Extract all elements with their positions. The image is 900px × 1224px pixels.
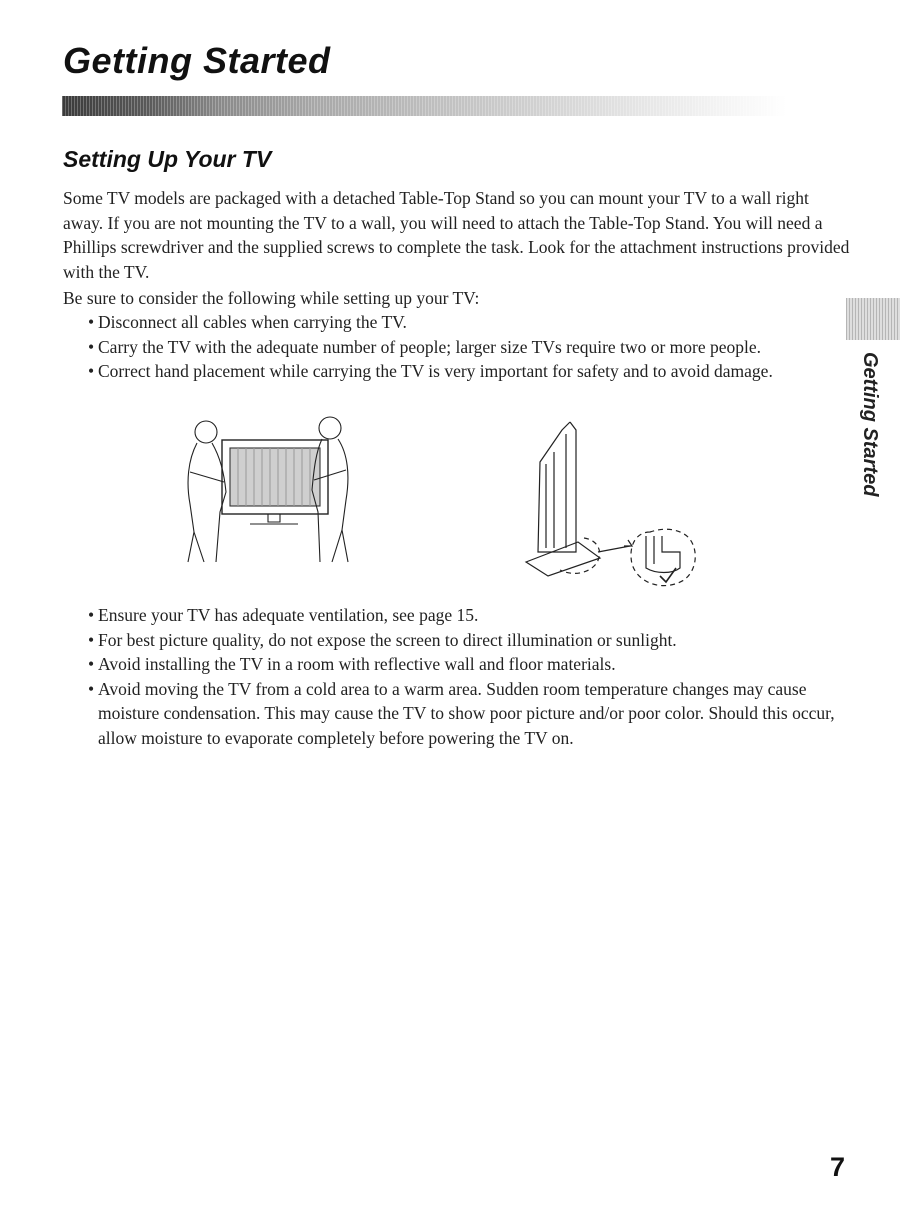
list-item: • Ensure your TV has adequate ventilation, see page 15.: [88, 603, 868, 628]
list-item: • Avoid installing the TV in a room with reflective wall and floor materials.: [88, 652, 868, 677]
intro-paragraph: Some TV models are packaged with a detached Table-Top Stand so you can mount your TV to a wall right away. If you are not mounting the TV to a wall, you will need to attach the Table-Top Stand. You will need a Phillips screwdriver and the supplied screws to complete the task. Look for the attachment instructions provided with the TV.: [63, 188, 850, 282]
setup-bullet-list-top: [88, 310, 858, 384]
list-item: • For best picture quality, do not expose the screen to direct illumination or sunlight.: [88, 628, 868, 653]
page-number: 7: [830, 1152, 846, 1182]
chapter-divider-bar: [62, 96, 787, 116]
check-mark-icon: [660, 568, 676, 582]
side-tab-label: Getting Started: [859, 352, 881, 497]
setup-bullet-list-bottom: [88, 603, 868, 750]
section-title: Setting Up Your TV: [63, 146, 272, 172]
side-tab-marker: [846, 298, 900, 340]
lead-sentence: Be sure to consider the following while setting up your TV:: [63, 288, 480, 308]
list-item: • Avoid moving the TV from a cold area to a warm area. Sudden room temperature changes may cause moisture condensation. This may cause the TV to show poor picture and/or poor color. Should this occur, allow moisture to evaporate completely before powering the TV on.: [88, 677, 868, 751]
carrying-illustrations: [180, 412, 720, 598]
two-people-carrying-tv-illustration: [188, 417, 348, 562]
chapter-title: Getting Started: [63, 40, 331, 81]
tv-side-hand-placement-illustration: [526, 422, 695, 586]
list-item: • Correct hand placement while carrying the TV is very important for safety and to avoid damage.: [88, 359, 858, 384]
list-item: • Disconnect all cables when carrying the TV.: [88, 310, 858, 335]
list-item: • Carry the TV with the adequate number of people; larger size TVs require two or more people.: [88, 335, 858, 360]
